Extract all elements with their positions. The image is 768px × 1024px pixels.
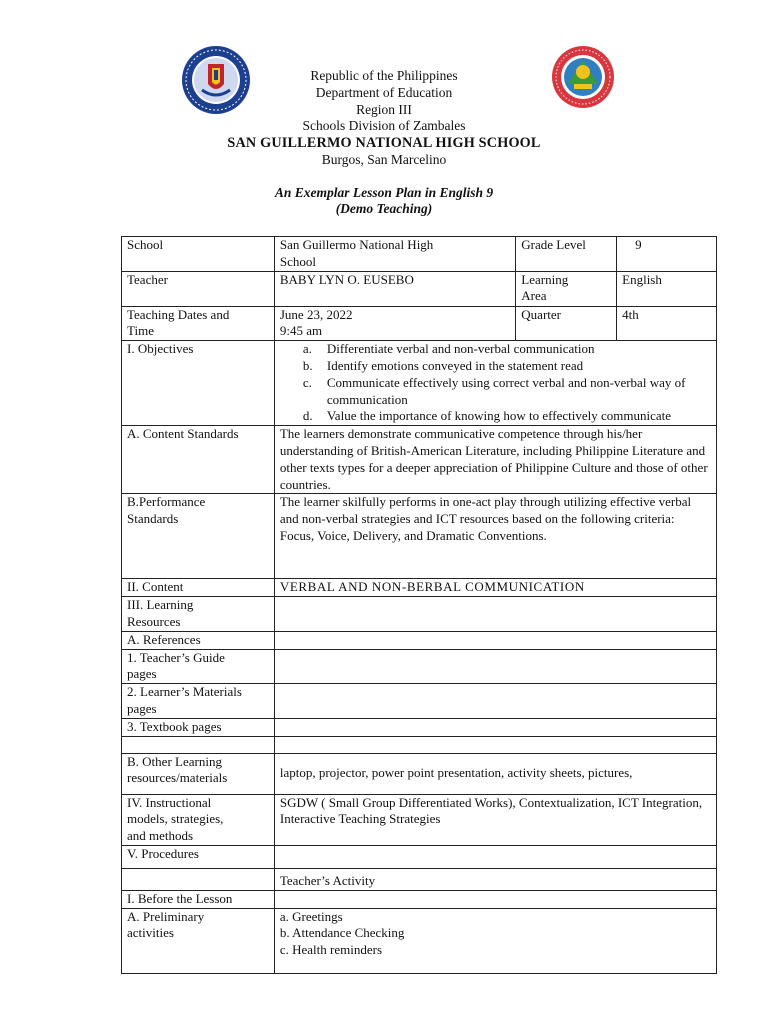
objective-item: c. Communicate effectively using correct verbal and non-verbal way of communication (302, 374, 686, 407)
header-region: Region III (356, 101, 412, 117)
learning-resources-label: III. Learning Resources (122, 597, 275, 632)
blank-cell (274, 736, 716, 753)
learners-materials-value (274, 684, 716, 719)
row-procedures (122, 845, 717, 868)
objective-item: a. Differentiate verbal and non-verbal communication (302, 341, 595, 357)
row-teacher (122, 271, 717, 306)
other-resources-label: B. Other Learning resources/materials (122, 753, 275, 794)
grade-label: Grade Level (516, 237, 617, 272)
row-content-standards (122, 426, 717, 494)
content-standards-text: The learners demonstrate communicative competence through his/her understanding of British-American Literature, including Philippine Literature and other texts types for a deeper appreciation of Philippine Culture and those of other countries. (274, 426, 716, 494)
content-standards-label: A. Content Standards (122, 426, 275, 494)
blank-cell (122, 736, 275, 753)
row-teachers-guide (122, 649, 717, 684)
objectives-list (280, 341, 710, 425)
row-learners-materials (122, 684, 717, 719)
preliminary-item: c. Health reminders (279, 942, 383, 958)
row-dates (122, 306, 717, 341)
teacher-activity-heading: Teacher’s Activity (274, 868, 716, 890)
row-school (122, 237, 717, 272)
title-line-2: (Demo Teaching) (335, 201, 433, 216)
learning-resources-value (274, 597, 716, 632)
row-performance-standards (122, 494, 717, 579)
row-blank (122, 736, 717, 753)
performance-standards-text: The learner skilfully performs in one-act play through utilizing effective verbal and non-verbal strategies and ICT resources based on the following criteria: Focus, Voice, Delivery, and Dramatic Conventions. (274, 494, 716, 579)
row-content (122, 579, 717, 597)
row-textbook (122, 718, 717, 736)
learning-area-label: Learning Area (516, 271, 617, 306)
objective-item: d. Value the importance of knowing how to effectively communicate (302, 408, 672, 424)
header-division: Schools Division of Zambales (302, 118, 466, 134)
dates-label: Teaching Dates and Time (122, 306, 275, 341)
school-label: School (122, 237, 275, 272)
instructional-text: SGDW ( Small Group Differentiated Works), Contextualization, ICT Integration, Interactive Teaching Strategies (274, 794, 716, 845)
teacher-label: Teacher (122, 271, 275, 306)
preliminary-items (274, 908, 716, 973)
row-preliminary (122, 908, 717, 973)
teacher-activity-blank (122, 868, 275, 890)
learning-area-value: English (617, 271, 717, 306)
lesson-plan-title (0, 185, 768, 217)
learners-materials-label: 2. Learner’s Materials pages (122, 684, 275, 719)
objectives-list-cell (274, 341, 716, 426)
document-header (0, 68, 768, 169)
header-republic: Republic of the Philippines (310, 68, 458, 83)
references-value (274, 631, 716, 649)
header-department: Department of Education (315, 84, 453, 100)
instructional-label: IV. Instructional models, strategies, and methods (122, 794, 275, 845)
row-before-lesson (122, 890, 717, 908)
textbook-value (274, 718, 716, 736)
content-label: II. Content (122, 579, 275, 597)
preliminary-item: b. Attendance Checking (279, 925, 405, 941)
procedures-value (274, 845, 716, 868)
row-references (122, 631, 717, 649)
objective-item: b. Identify emotions conveyed in the statement read (302, 357, 584, 373)
row-teacher-activity (122, 868, 717, 890)
row-learning-resources (122, 597, 717, 632)
row-other-resources (122, 753, 717, 794)
performance-standards-label: B.Performance Standards (122, 494, 275, 579)
row-instructional (122, 794, 717, 845)
before-lesson-label: I. Before the Lesson (122, 890, 275, 908)
school-value: San Guillermo National High School (274, 237, 515, 272)
textbook-label: 3. Textbook pages (122, 718, 275, 736)
preliminary-label: A. Preliminary activities (122, 908, 275, 973)
teachers-guide-label: 1. Teacher’s Guide pages (122, 649, 275, 684)
dates-value: June 23, 2022 9:45 am (274, 306, 515, 341)
preliminary-item: a. Greetings (279, 908, 343, 924)
content-value: VERBAL AND NON-BERBAL COMMUNICATION (274, 579, 716, 597)
teachers-guide-value (274, 649, 716, 684)
references-label: A. References (122, 631, 275, 649)
other-resources-value: laptop, projector, power point presentation, activity sheets, pictures, (274, 753, 716, 794)
row-objectives (122, 341, 717, 426)
lesson-plan-table (121, 236, 717, 974)
before-lesson-value (274, 890, 716, 908)
quarter-value: 4th (617, 306, 717, 341)
header-school-name: SAN GUILLERMO NATIONAL HIGH SCHOOL (227, 135, 541, 152)
procedures-label: V. Procedures (122, 845, 275, 868)
grade-value: 9 (617, 237, 717, 272)
quarter-label: Quarter (516, 306, 617, 341)
title-line-1: An Exemplar Lesson Plan in English 9 (274, 185, 494, 200)
objectives-label: I. Objectives (122, 341, 275, 426)
teacher-value: BABY LYN O. EUSEBO (274, 271, 515, 306)
header-address: Burgos, San Marcelino (321, 151, 447, 167)
